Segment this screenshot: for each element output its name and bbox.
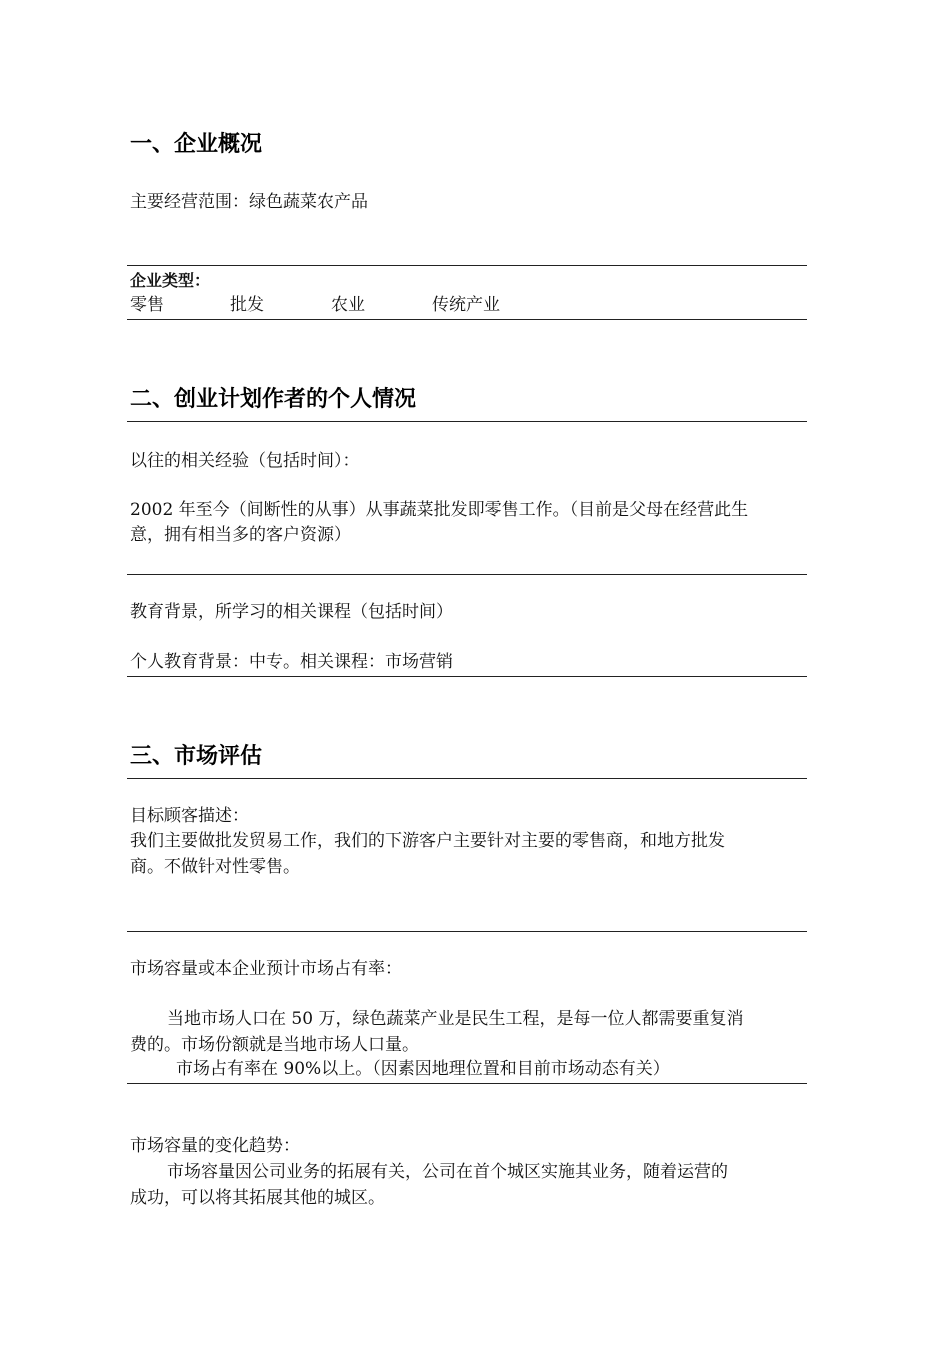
- capacity-trend-line-2: 成功，可以将其拓展其他的城区。: [130, 1188, 385, 1208]
- business-scope-line: 主要经营范围：绿色蔬菜农产品: [130, 192, 368, 212]
- divider: [127, 319, 807, 320]
- enterprise-type-traditional: 传统产业: [432, 295, 500, 315]
- section-heading-author: 二、创业计划作者的个人情况: [130, 387, 417, 412]
- enterprise-type-wholesale: 批发: [230, 295, 264, 315]
- target-customer-label: 目标顾客描述：: [130, 806, 249, 826]
- enterprise-type-retail: 零售: [130, 295, 164, 315]
- enterprise-type-agriculture: 农业: [331, 295, 365, 315]
- divider: [127, 778, 807, 779]
- divider: [127, 574, 807, 575]
- market-share-line: 市场占有率在 90%以上。（因素因地理位置和目前市场动态有关）: [176, 1059, 670, 1079]
- divider: [127, 676, 807, 677]
- divider: [127, 931, 807, 932]
- section-heading-market: 三、市场评估: [130, 744, 263, 769]
- experience-line-1: 2002 年至今（间断性的从事）从事蔬菜批发即零售工作。（目前是父母在经营此生: [130, 500, 749, 520]
- market-capacity-line-2: 费的。市场份额就是当地市场人口量。: [130, 1035, 419, 1055]
- education-label: 教育背景，所学习的相关课程（包括时间）: [130, 602, 453, 622]
- capacity-trend-line-1: 市场容量因公司业务的拓展有关，公司在首个城区实施其业务，随着运营的: [167, 1162, 728, 1182]
- market-capacity-line-1: 当地市场人口在 50 万，绿色蔬菜产业是民生工程，是每一位人都需要重复消: [167, 1009, 744, 1029]
- target-customer-line-2: 商。不做针对性零售。: [130, 857, 300, 877]
- divider: [127, 421, 807, 422]
- divider: [127, 265, 807, 266]
- education-line: 个人教育背景：中专。相关课程：市场营销: [130, 652, 453, 672]
- capacity-trend-label: 市场容量的变化趋势：: [130, 1136, 300, 1156]
- experience-label: 以往的相关经验（包括时间）：: [130, 451, 360, 471]
- divider: [127, 1083, 807, 1084]
- experience-line-2: 意，拥有相当多的客户资源）: [130, 525, 351, 545]
- target-customer-line-1: 我们主要做批发贸易工作，我们的下游客户主要针对主要的零售商，和地方批发: [130, 831, 725, 851]
- enterprise-type-label: 企业类型：: [130, 271, 211, 290]
- market-capacity-label: 市场容量或本企业预计市场占有率：: [130, 959, 402, 979]
- section-heading-overview: 一、企业概况: [130, 132, 263, 157]
